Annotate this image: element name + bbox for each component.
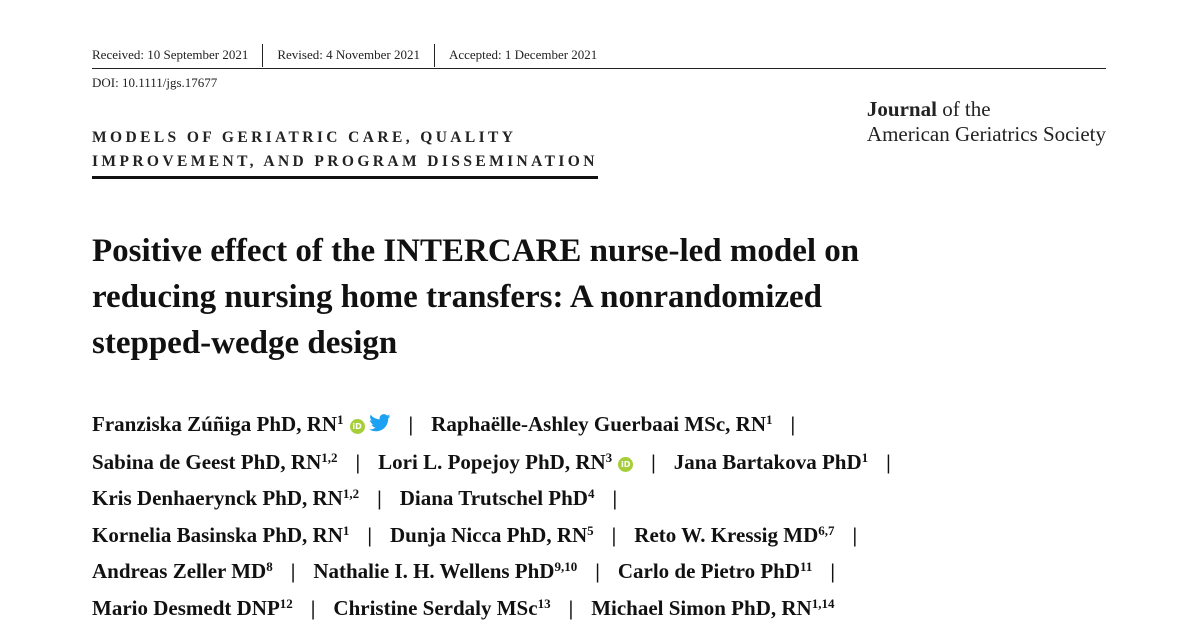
author-link[interactable]	[92, 450, 338, 474]
affiliation-sup: 3	[605, 449, 613, 465]
author-name: Reto W. Kressig MD	[634, 522, 819, 547]
affiliation-sup: 1	[337, 412, 344, 427]
journal-word-rest: of the	[936, 97, 991, 121]
affiliation-sup: 1,2	[321, 449, 338, 465]
separator: |	[651, 449, 656, 474]
author-name: Franziska Zúñiga PhD, RN	[92, 412, 338, 436]
author-name: Michael Simon PhD, RN	[591, 595, 812, 620]
separator: |	[595, 559, 600, 583]
author-name: Kris Denhaerynck PhD, RN	[92, 486, 343, 510]
author-link[interactable]	[674, 450, 868, 474]
separator: |	[852, 522, 858, 547]
author-name: Andreas Zeller MD	[92, 559, 267, 583]
title-line-1: Positive effect of the INTERCARE nurse-led model on	[92, 233, 860, 269]
separator: |	[830, 559, 835, 583]
author-name: Dunja Nicca PhD, RN	[390, 522, 588, 547]
affiliation-sup: 13	[537, 595, 551, 611]
author-name: Lori L. Popejoy PhD, RN	[378, 449, 606, 474]
received-date: Received: 10 September 2021	[92, 47, 249, 62]
author-name: Jana Bartakova PhD	[673, 449, 862, 474]
revised-date: Revised: 4 November 2021	[262, 44, 434, 67]
orcid-icon[interactable]: iD	[618, 457, 633, 472]
separator: |	[367, 522, 372, 547]
author-link[interactable]	[591, 596, 834, 620]
author-link[interactable]	[618, 559, 812, 583]
title-line-3: stepped-wedge design	[92, 325, 398, 361]
separator: |	[377, 486, 382, 510]
author-link[interactable]	[92, 523, 349, 547]
doi-link[interactable]: DOI: 10.1111/jgs.17677	[92, 75, 218, 90]
author-row	[92, 590, 1142, 627]
author-link[interactable]	[431, 412, 772, 436]
author-link[interactable]	[92, 486, 359, 510]
affiliation-sup: 1,14	[811, 595, 835, 611]
affiliation-sup: 1	[861, 449, 869, 465]
separator: |	[886, 449, 891, 474]
affiliation-sup: 1	[766, 412, 773, 427]
author-link[interactable]	[378, 450, 612, 474]
section-heading	[92, 126, 598, 179]
author-row	[92, 444, 1142, 481]
affiliation-sup: 11	[800, 559, 813, 574]
article-dates	[92, 44, 611, 70]
header-rule	[92, 68, 1106, 69]
journal-word: Journal	[866, 97, 937, 121]
affiliation-sup: 1	[342, 522, 350, 538]
author-link[interactable]	[400, 486, 595, 510]
article-title	[92, 228, 1072, 366]
author-name: Sabina de Geest PhD, RN	[92, 449, 322, 474]
author-name: Kornelia Basinska PhD, RN	[92, 522, 343, 547]
author-name: Mario Desmedt DNP	[92, 595, 280, 620]
separator: |	[408, 412, 414, 436]
affiliation-sup: 12	[279, 595, 293, 611]
separator: |	[611, 522, 617, 547]
separator: |	[790, 412, 796, 436]
author-link[interactable]	[333, 596, 550, 620]
author-list	[92, 406, 1142, 626]
author-name: Carlo de Pietro PhD	[617, 559, 801, 583]
orcid-icon[interactable]: iD	[350, 419, 365, 434]
author-name: Christine Serdaly MSc	[333, 595, 538, 620]
author-row	[92, 406, 1142, 444]
affiliation-sup: 8	[266, 559, 273, 574]
section-line-2: IMPROVEMENT, AND PROGRAM DISSEMINATION	[92, 153, 598, 170]
accepted-date: Accepted: 1 December 2021	[434, 44, 611, 67]
author-link[interactable]	[634, 523, 834, 547]
separator: |	[355, 449, 361, 474]
author-row	[92, 480, 1142, 517]
author-link[interactable]	[313, 559, 577, 583]
title-line-2: reducing nursing home transfers: A nonrandomized	[92, 279, 823, 315]
author-link[interactable]	[92, 596, 293, 620]
affiliation-sup: 9,10	[554, 559, 578, 574]
author-name: Diana Trutschel PhD	[399, 486, 588, 510]
author-name: Nathalie I. H. Wellens PhD	[313, 559, 555, 583]
affiliation-sup: 1,2	[342, 486, 360, 501]
author-link[interactable]	[92, 559, 273, 583]
journal-name-line2: American Geriatrics Society	[866, 122, 1106, 146]
journal-logo	[867, 97, 1106, 147]
twitter-icon[interactable]	[369, 407, 391, 444]
section-line-1: MODELS OF GERIATRIC CARE, QUALITY	[92, 129, 517, 146]
separator: |	[310, 595, 316, 620]
author-link[interactable]	[92, 412, 344, 436]
author-name: Raphaëlle-Ashley Guerbaai MSc, RN	[431, 412, 766, 436]
author-row	[92, 553, 1142, 590]
affiliation-sup: 4	[587, 486, 595, 501]
affiliation-sup: 6,7	[818, 522, 835, 538]
author-row	[92, 517, 1142, 554]
separator: |	[612, 486, 618, 510]
separator: |	[290, 559, 296, 583]
affiliation-sup: 5	[587, 522, 594, 538]
separator: |	[568, 595, 574, 620]
author-link[interactable]	[390, 523, 594, 547]
